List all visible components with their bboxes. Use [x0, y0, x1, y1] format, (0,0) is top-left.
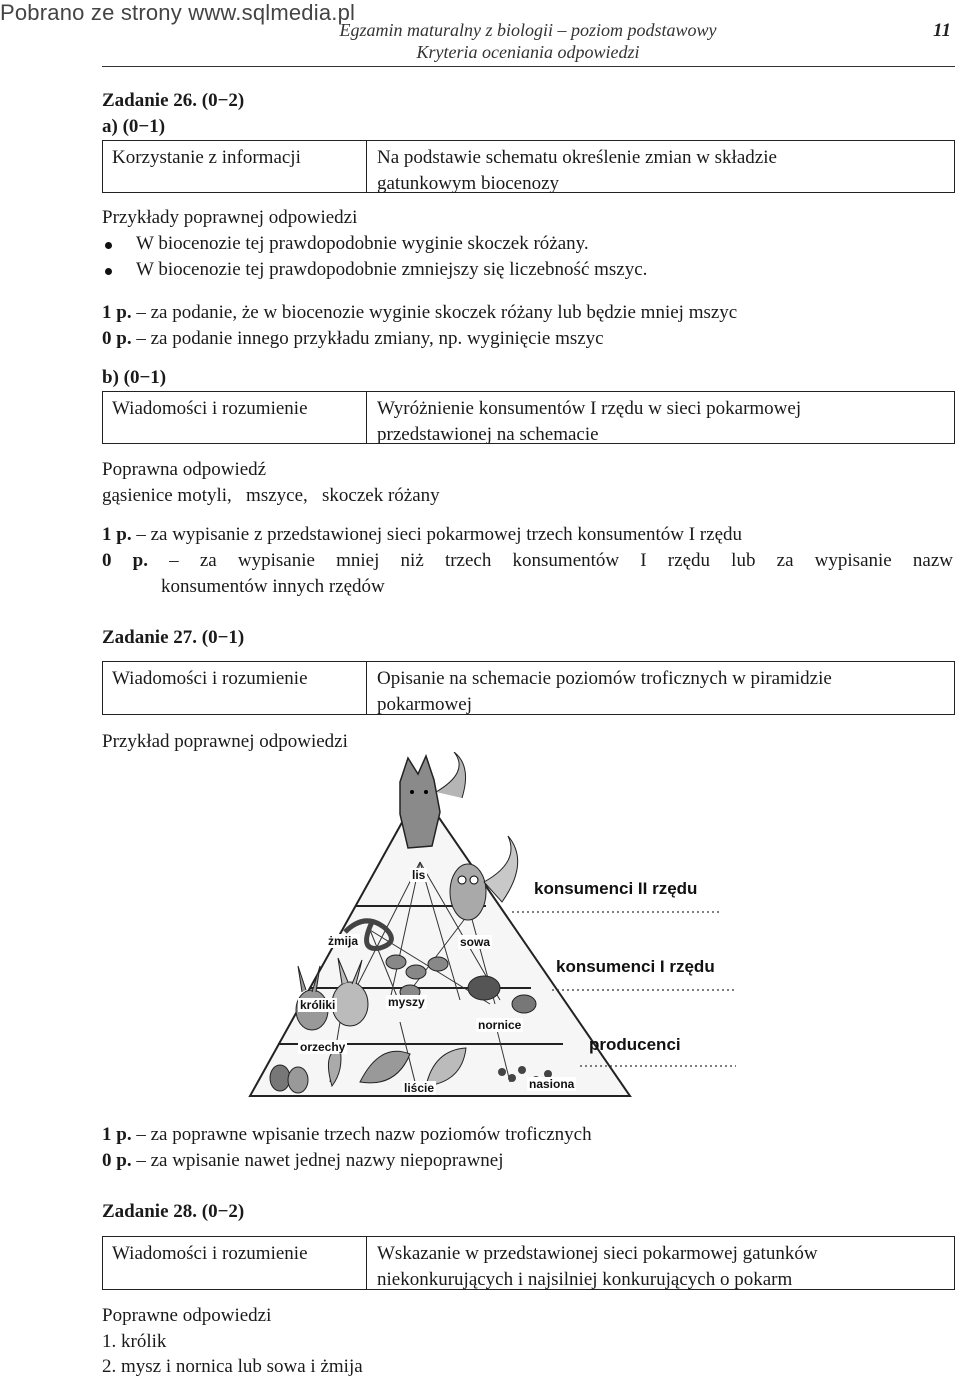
score-prefix: 0 p. — [102, 1150, 132, 1171]
score-text: – za poprawne wpisanie trzech nazw poziomów troficznych — [131, 1124, 592, 1145]
header-rule — [102, 66, 955, 67]
score-0p — [102, 1150, 504, 1172]
requirement-line: przedstawionej na schemacie — [377, 424, 599, 445]
level-label-consumers-2: konsumenci II rzędu — [534, 879, 698, 898]
task-26a-label: a) (0−1) — [102, 116, 166, 137]
header-subtitle: Kryteria oceniania odpowiedzi — [416, 42, 640, 62]
requirement-line: gatunkowym biocenozy — [377, 173, 560, 194]
task-28-requirement — [367, 1237, 954, 1289]
example-answer-2: W biocenozie tej prawdopodobnie zmniejszy się liczebność mszyc. — [136, 259, 648, 280]
animal-label-mice: myszy — [388, 995, 425, 1009]
score-text: – za podanie, że w biocenozie wyginie skoczek różany lub będzie mniej mszyc — [131, 302, 738, 323]
task-26b-skill: Wiadomości i rozumienie — [103, 392, 367, 443]
task-26a-skill: Korzystanie z informacji — [103, 141, 367, 192]
score-text: – za podanie innego przykładu zmiany, np. wyginięcie mszyc — [131, 328, 604, 349]
task-27-requirement — [367, 662, 954, 714]
score-prefix: 1 p. — [102, 1124, 132, 1145]
task-27-criteria-table — [102, 661, 955, 715]
score-prefix: 1 p. — [102, 524, 132, 545]
requirement-line: Opisanie na schemacie poziomów troficznych w piramidzie — [377, 668, 832, 689]
animal-label-rabbits: króliki — [300, 998, 336, 1012]
score-0p — [102, 550, 953, 572]
score-1p — [102, 524, 742, 546]
plant-label-nuts: orzechy — [300, 1040, 346, 1054]
answer-text: gąsienice motyli, mszyce, skoczek różany — [102, 485, 440, 506]
answers-heading: Poprawne odpowiedzi — [102, 1305, 272, 1326]
requirement-line: Na podstawie schematu określenie zmian w składzie — [377, 147, 777, 168]
bullet-icon — [105, 268, 112, 275]
task-27-title: Zadanie 27. (0−1) — [102, 627, 245, 648]
requirement-line: Wyróżnienie konsumentów I rzędu w sieci pokarmowej — [377, 398, 802, 419]
score-0p-continued: konsumentów innych rzędów — [161, 576, 385, 597]
requirement-line: pokarmowej — [377, 694, 472, 715]
score-prefix: 0 p. — [102, 328, 132, 349]
requirement-line: Wskazanie w przedstawionej sieci pokarmowej gatunków — [377, 1243, 818, 1264]
example-heading: Przykład poprawnej odpowiedzi — [102, 731, 348, 752]
level-label-consumers-1: konsumenci I rzędu — [556, 957, 715, 976]
fox-icon — [400, 752, 466, 848]
task-28-criteria-table — [102, 1236, 955, 1290]
answer-item: 1. królik — [102, 1331, 167, 1352]
task-28-title: Zadanie 28. (0−2) — [102, 1201, 245, 1222]
score-prefix: 1 p. — [102, 302, 132, 323]
task-26a-criteria-table — [102, 140, 955, 193]
header-title: Egzamin maturalny z biologii – poziom podstawowy — [339, 20, 717, 40]
answer-heading: Poprawna odpowiedź — [102, 459, 267, 480]
task-26b-criteria-table — [102, 391, 955, 444]
task-28-skill: Wiadomości i rozumienie — [103, 1237, 367, 1289]
bullet-icon — [105, 242, 112, 249]
task-26b-label: b) (0−1) — [102, 367, 167, 388]
animal-label-fox: lis — [412, 868, 426, 882]
task-27-skill: Wiadomości i rozumienie — [103, 662, 367, 714]
score-0p — [102, 328, 604, 350]
score-1p — [102, 302, 737, 324]
score-text: – za wypisanie z przedstawionej sieci pokarmowej trzech konsumentów I rzędu — [131, 524, 742, 545]
animal-label-owl: sowa — [460, 935, 491, 949]
animal-label-viper: żmija — [328, 934, 359, 948]
watermark-text: Pobrano ze strony www.sqlmedia.pl — [0, 0, 356, 25]
examples-heading: Przykłady poprawnej odpowiedzi — [102, 207, 358, 228]
score-text: – za wypisanie mniej niż trzech konsumentów I rzędu lub za wypisanie nazw — [148, 550, 953, 571]
level-label-producers: producenci — [589, 1035, 681, 1054]
task-26a-requirement — [367, 141, 954, 192]
plant-label-seeds: nasiona — [529, 1077, 575, 1091]
task-26-title: Zadanie 26. (0−2) — [102, 90, 245, 111]
answer-item: 2. mysz i nornica lub sowa i żmija — [102, 1356, 363, 1377]
animal-label-voles: nornice — [478, 1018, 522, 1032]
example-answer-1: W biocenozie tej prawdopodobnie wyginie skoczek różany. — [136, 233, 589, 254]
score-prefix: 0 p. — [102, 550, 148, 571]
requirement-line: niekonkurujących i najsilniej konkurujących o pokarm — [377, 1269, 793, 1290]
score-1p — [102, 1124, 592, 1146]
score-text: – za wpisanie nawet jednej nazwy niepoprawnej — [131, 1150, 504, 1171]
plant-label-leaves: liście — [404, 1081, 435, 1095]
task-26b-requirement — [367, 392, 954, 443]
page-number: 11 — [933, 20, 951, 41]
